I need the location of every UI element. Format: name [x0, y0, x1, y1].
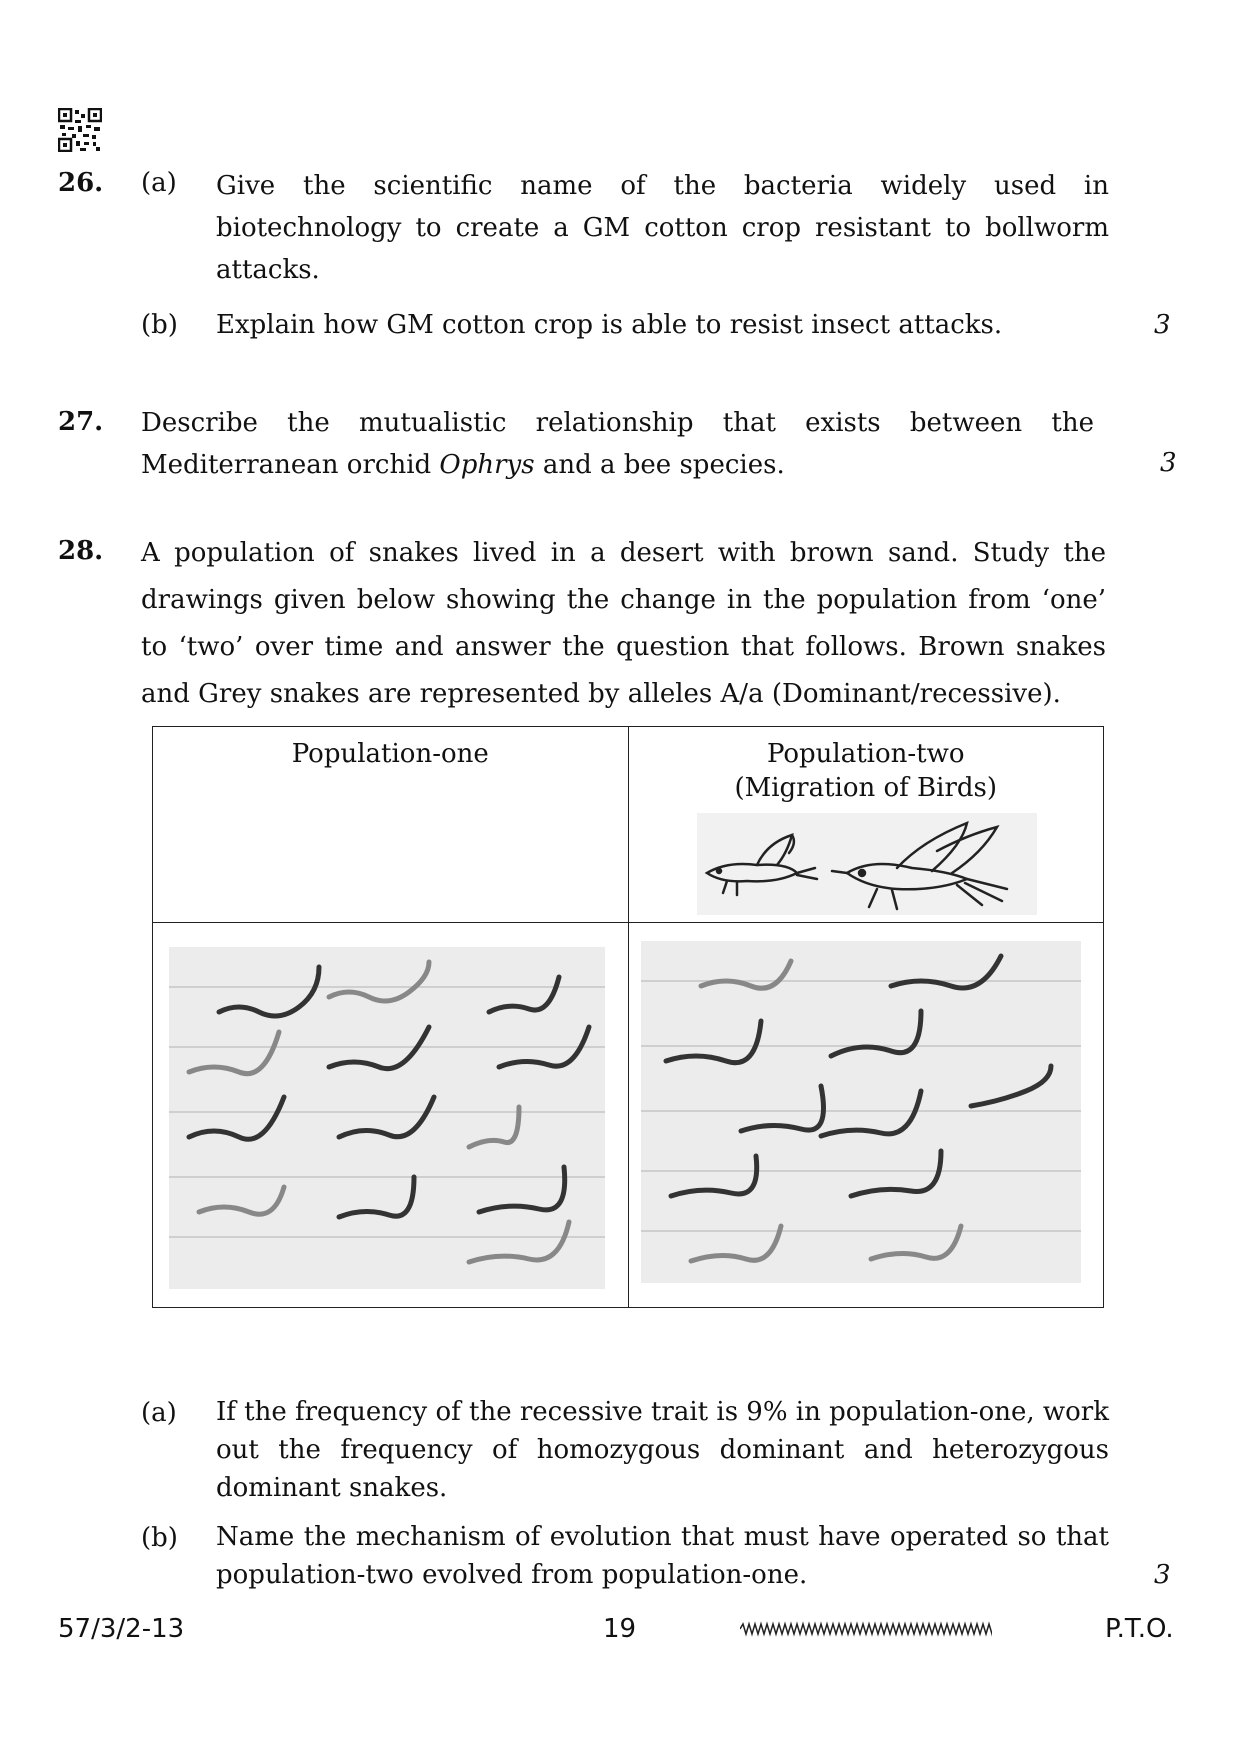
question-27-marks: 3 — [1160, 448, 1177, 478]
question-28-part-b-text: Name the mechanism of evolution that must have operated so that population-two evolved from population-one. — [216, 1522, 1109, 1590]
population-one-snakes-illustration — [169, 947, 605, 1289]
question-27-number: 27. — [58, 407, 104, 437]
population-two-subtitle: (Migration of Birds) — [734, 773, 998, 803]
question-27-text-genus: Ophrys — [439, 450, 535, 480]
question-26-number: 26. — [58, 168, 104, 198]
population-two-snakes-cell — [628, 923, 1104, 1308]
population-one-snakes-cell — [153, 923, 629, 1308]
question-26-part-b-label: (b) — [141, 310, 178, 340]
question-27-text-line2 — [141, 444, 785, 486]
wavy-line-decoration — [740, 1620, 992, 1638]
population-one-title: Population-one — [291, 739, 489, 769]
question-28-intro: A population of snakes lived in a desert with brown sand. Study the drawings given below showing the change in the population from ‘one’ to ‘two’ over time and answer the question that follows. Brown snakes and Grey snakes are represented by alleles A/a (Dominant/recessive). — [141, 538, 1106, 709]
population-two-snakes-illustration — [641, 941, 1081, 1283]
population-figure — [152, 726, 1104, 1308]
please-turn-over: P.T.O. — [1105, 1614, 1174, 1644]
question-26-marks: 3 — [1154, 310, 1171, 340]
question-28-part-a-text: If the frequency of the recessive trait is 9% in population-one, work out the frequency of homozygous dominant and heterozygous dominant snakes. — [216, 1397, 1109, 1503]
question-27-text-line1: Describe the mutualistic relationship that exists between the — [141, 408, 1094, 438]
page-number: 19 — [603, 1614, 637, 1644]
paper-code: 57/3/2-13 — [58, 1614, 185, 1644]
population-two-title: Population-two — [766, 739, 965, 769]
question-28-part-a-label: (a) — [141, 1398, 177, 1428]
qr-code — [58, 108, 102, 152]
birds-illustration — [697, 813, 1037, 915]
question-26-part-a-text — [216, 165, 1109, 291]
population-one-header-cell — [153, 727, 629, 923]
question-26-part-a-label: (a) — [141, 168, 177, 198]
population-two-header-cell — [628, 727, 1104, 923]
question-27-text-pre: Mediterranean orchid — [141, 450, 440, 480]
question-28-number: 28. — [58, 536, 104, 566]
question-26-part-b-text: Explain how GM cotton crop is able to resist insect attacks. — [216, 310, 1003, 340]
question-28-part-b-label: (b) — [141, 1523, 178, 1553]
question-26-part-a-body: Give the scientific name of the bacteria widely used in biotechnology to create a GM cotton crop resistant to bollworm attacks. — [216, 171, 1109, 285]
question-27-text-post: and a bee species. — [534, 450, 785, 480]
question-28-marks: 3 — [1154, 1560, 1171, 1590]
